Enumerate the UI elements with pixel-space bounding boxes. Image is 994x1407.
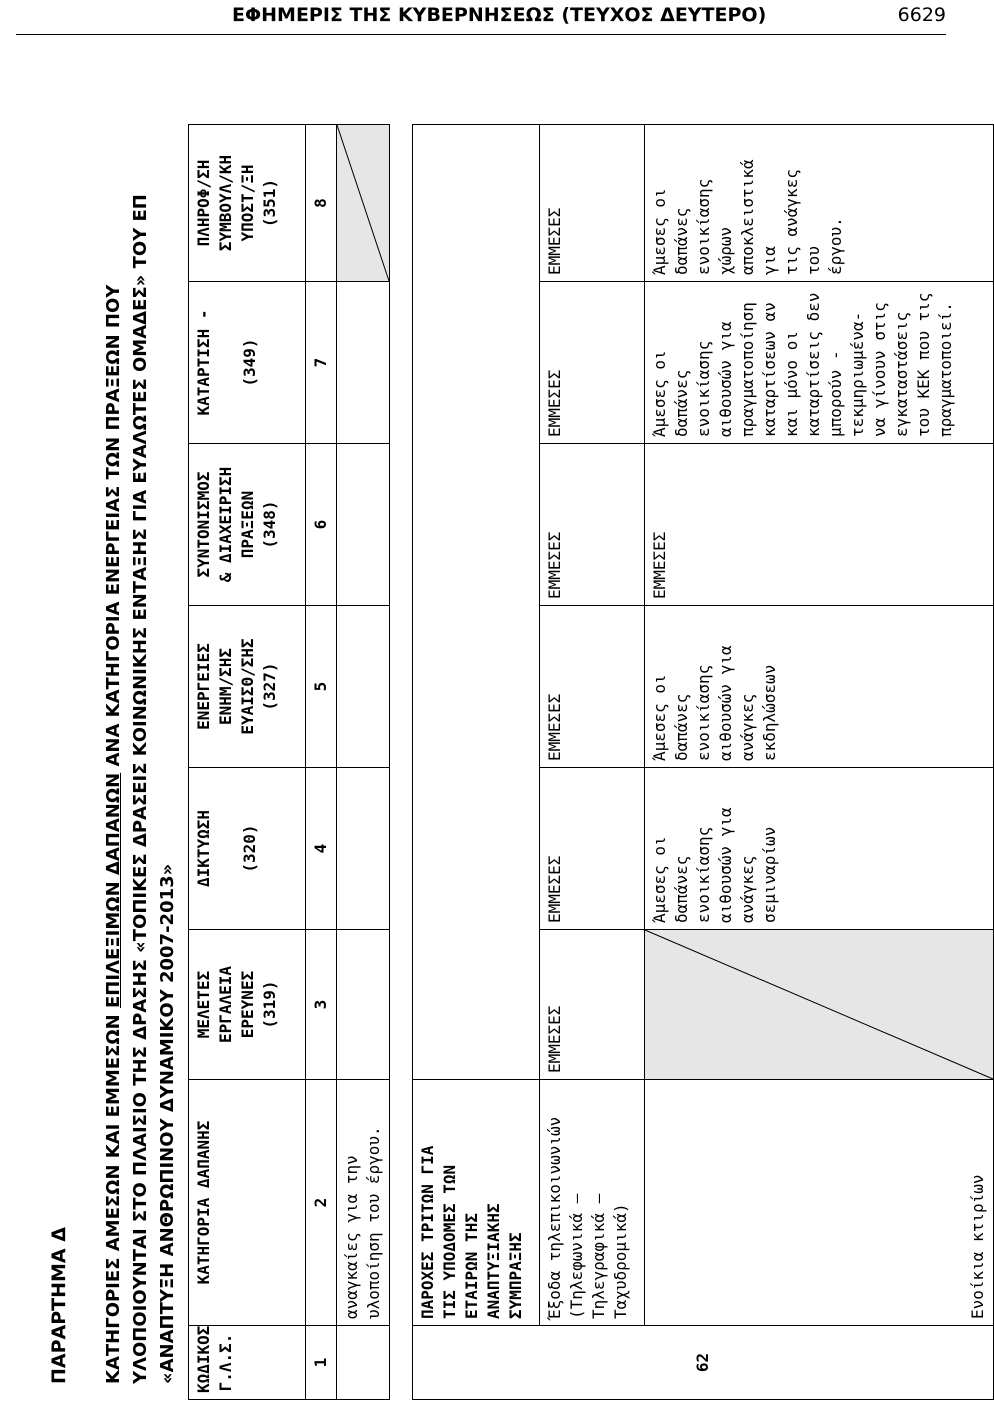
rent-col-7-l3: ενοικίασης [694,340,713,437]
category-line-3: ΕΤΑΙΡΩΝ ΤΗΣ [462,1213,481,1319]
col-number-5: 5 [306,606,337,768]
header-training [189,282,306,444]
continuation-text [337,1080,390,1326]
rent-col-8-l2: δαπάνες [672,207,691,275]
continuation-row [337,125,390,1400]
header-row [189,125,306,1400]
telecom-col-7: ΕΜΜΕΣΕΣ [540,282,645,444]
rent-col-4 [645,768,994,930]
col-number-8: 8 [306,125,337,282]
header-coordination [189,444,306,606]
category-empty-span [413,124,540,1079]
rent-col-5-l4: αιθουσών για [716,645,735,761]
col-number-4: 4 [306,768,337,930]
category-line-4: ΑΝΑΠΤΥΞΙΑΚΗΣ [484,1203,503,1319]
header-table [188,124,390,1400]
header-networking-gap [215,774,239,923]
rent-col-8-l7: έργου. [826,217,845,275]
rent-col-4-l6: σεμιναρίων [760,826,779,923]
header-networking-l1: ΔΙΚΤΥΩΣΗ [194,809,213,888]
telecom-col-6: ΕΜΜΕΣΕΣ [540,444,645,606]
telecom-label-l4: Ταχυδρομικά) [611,1203,630,1319]
rent-col-8-l5: αποκλειστικά για [738,159,779,275]
category-line-2: ΤΙΣ ΥΠΟΔΟΜΕΣ ΤΩΝ [440,1164,459,1319]
rent-col-7-l6: καταρτίσεων αν [760,302,779,437]
col-number-7: 7 [306,282,337,444]
heading-line-2: ΥΛΟΠΟΙΟΥΝΤΑΙ ΣΤΟ ΠΛΑΙΣΙΟ ΤΗΣ ΔΡΑΣΗΣ «ΤΟΠΙΚΕΣ ΔΡΑΣΕΙΣ ΚΟΙΝΩΝΙΚΗΣ ΕΝΤΑΞΗΣ ΓΙΑ ΕΥΑΛΩΤΕΣ ΟΜΑΔΕΣ» ΤΟΥ ΕΠ [130,194,151,1384]
continuation-col-7 [337,282,390,444]
diagonal-slash [337,125,389,281]
header-studies-l2: ΕΡΓΑΛΕΙΑ [216,965,235,1044]
header-coordination-l3: ΠΡΑΞΕΩΝ [238,490,257,559]
rent-col-5-l2: δαπάνες [672,693,691,761]
telecom-col-3: ΕΜΜΕΣΕΣ [540,930,645,1080]
continuation-line-1: αναγκαίες για την [342,1155,361,1319]
rent-col-7 [645,282,994,444]
category-row [413,124,540,1399]
rent-col-7-l8: καταρτίσεις δεν [804,292,823,437]
telecom-col-4: ΕΜΜΕΣΕΣ [540,768,645,930]
header-code-line-2: Γ.Λ.Σ. [216,1333,235,1392]
continuation-shaded-cell [337,125,390,282]
rent-col-8-l4: χώρων [716,226,735,275]
category-line-1: ΠΑΡΟΧΕΣ ΤΡΙΤΩΝ ΓΙΑ [418,1145,437,1319]
header-coordination-l2: & ΔΙΑΧΕΙΡΙΣΗ [216,466,235,583]
telecom-col-8: ΕΜΜΕΣΕΣ [540,124,645,281]
rent-col-7-l2: δαπάνες [672,369,691,437]
rent-col-4-l2: δαπάνες [672,855,691,923]
rent-label: Ενοίκια κτιρίων [645,1080,994,1326]
rent-col-7-l1: Άμεσες οι [650,350,669,437]
telecom-label-l1: Έξοδα τηλεπικοινωνιών [545,1116,564,1319]
header-info-l2: ΣΥΜΒΟΥΛ/ΚΗ [216,154,235,252]
rent-col-5-l6: εκδηλώσεων [760,664,779,761]
rotated-page [10,40,987,1400]
rent-col-5-l3: ενοικίασης [694,664,713,761]
heading-line-1-underlined: ΕΠΙΛΕΞΙΜΩΝ ΔΑΠΑΝΩΝ [103,772,124,1008]
rent-col-4-l1: Άμεσες οι [650,836,669,923]
header-training-l1: ΚΑΤΑΡΤΙΣΗ - [194,309,213,416]
continuation-col-4 [337,768,390,930]
telecom-col-5: ΕΜΜΕΣΕΣ [540,606,645,768]
col-number-6: 6 [306,444,337,606]
category-label [413,1080,540,1326]
header-studies-l1: ΜΕΛΕΤΕΣ [194,970,213,1039]
rent-col-8 [645,124,994,281]
rent-col-4-l4: αιθουσών για [716,807,735,923]
category-line-5: ΣΥΜΠΡΑΞΗΣ [506,1232,525,1319]
header-code [189,1326,306,1400]
rent-col-5-l1: Άμεσες οι [650,674,669,761]
header-studies-l3: ΕΡΕΥΝΕΣ [238,970,257,1039]
continuation-col-5 [337,606,390,768]
header-training-gap [215,288,239,437]
header-category: ΚΑΤΗΓΟΡΙΑ ΔΑΠΑΝΗΣ [189,1080,306,1326]
rent-col-8-l6: τις ανάγκες του [782,169,823,275]
telecom-label-l2: (Τηλεφωνικά – [567,1193,586,1319]
header-training-l3: (349) [240,338,259,387]
heading-line-1-start: ΚΑΤΗΓΟΡΙΕΣ ΑΜΕΣΩΝ ΚΑΙ ΕΜΜΕΣΩΝ [103,1008,124,1384]
heading-line-1 [100,54,127,1384]
annex-heading [100,54,181,1384]
heading-line-3: «ΑΝΑΠΤΥΞΗ ΑΝΘΡΩΠΙΝΟΥ ΔΥΝΑΜΙΚΟΥ 2007-2013» [157,863,178,1384]
header-info-l1: ΠΛΗΡΟΦ/ΣΗ [194,159,213,247]
rent-col-7-l12: εγκαταστάσεις [892,311,911,437]
rent-row [645,124,994,1399]
header-rule [16,34,946,35]
column-number-row [306,125,337,1400]
header-awareness-l4: (327) [260,662,279,711]
col-number-2: 2 [306,1080,337,1326]
col-number-3: 3 [306,930,337,1080]
continuation-col-3 [337,930,390,1080]
telecom-label-l3: Τηλεγραφικά – [589,1193,608,1319]
code-62: 62 [413,1326,994,1400]
header-networking [189,768,306,930]
diagonal-slash [645,930,993,1079]
header-info-l4: (351) [260,178,279,228]
header-studies [189,930,306,1080]
header-coordination-l4: (348) [260,500,279,549]
rent-col-8-l1: Άμεσες οι [650,188,669,275]
rent-col-5 [645,606,994,768]
running-head [0,0,960,42]
header-awareness-l3: ΕΥΑΙΣΘ/ΣΗΣ [238,638,257,735]
rent-col-8-l3: ενοικίασης [694,178,713,275]
heading-line-1-end: ΑΝΑ ΚΑΤΗΓΟΡΙΑ ΕΝΕΡΓΕΙΑΣ ΤΩΝ ΠΡΑΞΕΩΝ ΠΟΥ [103,284,124,773]
header-info-l3: ΥΠΟΣΤ/ΞΗ [238,164,257,242]
rent-col-4-l5: ανάγκες [738,855,757,923]
rent-col-7-l7: και μόνο οι [782,331,801,437]
rent-col-7-l4: αιθουσών για [716,321,735,437]
rent-col-7-l13: του ΚΕΚ που τις [914,292,933,437]
continuation-code [337,1326,390,1400]
continuation-line-2: υλοποίηση του έργου. [364,1126,383,1319]
header-coordination-l1: ΣΥΝΤΟΝΙΣΜΟΣ [194,471,213,578]
header-awareness-l2: ΕΝΗΜ/ΣΗΣ [216,647,235,726]
rent-col-7-l14: πραγματοποιεί. [936,302,955,437]
rent-col-7-l5: πραγματοποίηση [738,302,757,437]
annex-title: ΠΑΡΑΡΤΗΜΑ Δ [48,1227,70,1384]
rent-col-7-l10: τεκμηριωμένα- [848,311,867,437]
rent-col-7-l9: μπορούν - [826,350,845,437]
page-number: 6629 [897,4,946,26]
telecom-row [540,124,645,1399]
category-62-table [412,124,994,1400]
header-awareness-l1: ΕΝΕΡΓΕΙΕΣ [194,643,213,730]
rent-shaded-cell [645,930,994,1080]
header-code-line-1: ΚΩΔΙΚΟΣ [194,1325,213,1393]
header-networking-l3: (320) [240,824,259,873]
rent-col-7-l11: να γίνουν στις [870,302,889,437]
gazette-title: ΕΦΗΜΕΡΙΣ ΤΗΣ ΚΥΒΕΡΝΗΣΕΩΣ (ΤΕΥΧΟΣ ΔΕΥΤΕΡΟ) [232,4,767,26]
continuation-col-6 [337,444,390,606]
rent-col-6: ΕΜΜΕΣΕΣ [645,444,994,606]
rent-col-4-l3: ενοικίασης [694,826,713,923]
telecom-label [540,1080,645,1326]
header-studies-l4: (319) [260,980,279,1029]
header-awareness [189,606,306,768]
rent-col-5-l5: ανάγκες [738,693,757,761]
col-number-1: 1 [306,1326,337,1400]
header-info [189,125,306,282]
